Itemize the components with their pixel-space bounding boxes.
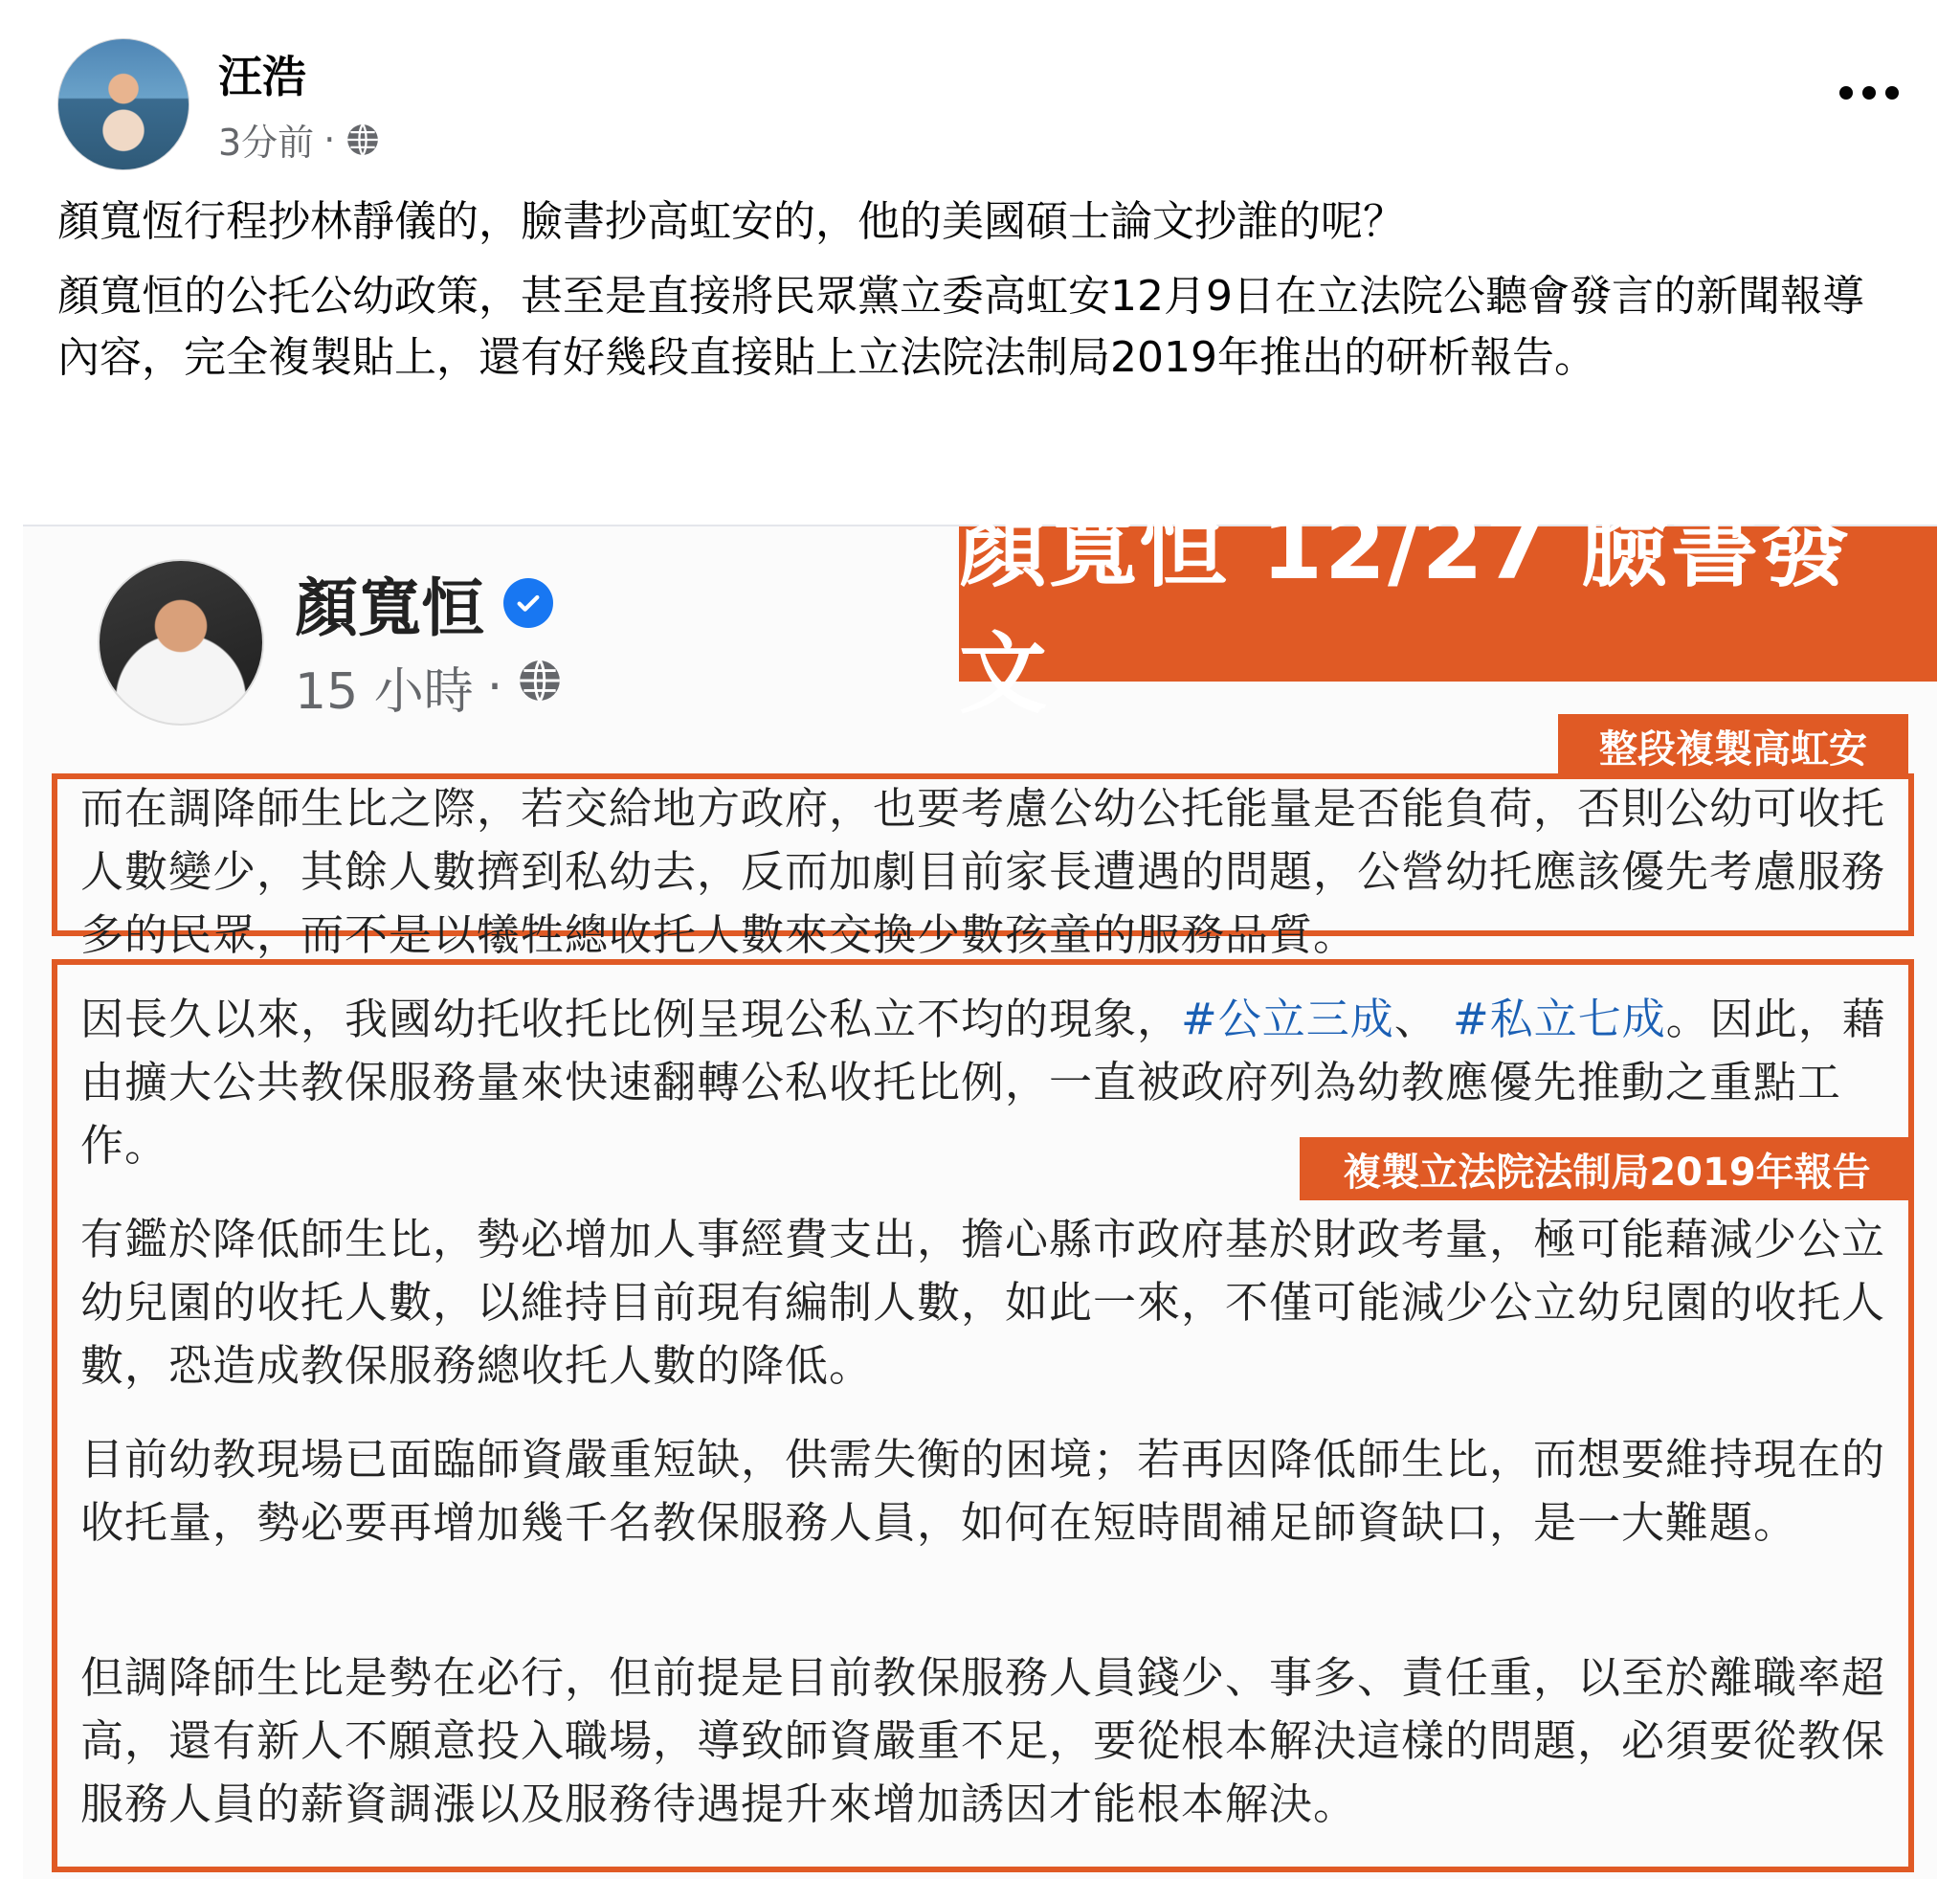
more-options-icon[interactable]: [1836, 80, 1903, 105]
hashtag-link-1[interactable]: #公立三成: [1181, 994, 1394, 1044]
shared-author-avatar: [98, 559, 264, 726]
shared-paragraph-2: [80, 988, 1899, 1177]
p2-text-b: 。因此，藉由擴大公共教保服務量來快速翻轉公私收托比例，一直被政府列為幼教應優先推動之重點工作。: [80, 994, 1886, 1171]
post-paragraph-1: 顏寬恆行程抄林靜儀的，臉書抄高虹安的，他的美國碩士論文抄誰的呢？: [57, 197, 1405, 246]
shared-meta-separator: ·: [486, 658, 503, 716]
author-avatar[interactable]: [57, 38, 189, 170]
verified-badge-icon: [503, 578, 553, 628]
p2-text-a: 因長久以來，我國幼托收托比例呈現公私立不均的現象，: [80, 994, 1182, 1044]
shared-paragraph-3: 有鑑於降低師生比，勢必增加人事經費支出，擔心縣市政府基於財政考量，極可能藉減少公立幼兒園的收托人數，以維持目前現有編制人數，如此一來，不僅可能減少公立幼兒園的收托人數，恐造成教保服務總收托人數的降低。: [80, 1214, 1886, 1391]
post-time[interactable]: 3分前: [218, 122, 315, 164]
shared-time: 15 小時: [295, 663, 474, 721]
shared-meta: [295, 651, 564, 723]
shared-author-name: 顏寬恒: [295, 571, 484, 645]
meta-separator: ·: [323, 118, 336, 161]
globe-icon: [345, 122, 381, 158]
banner-title: 顏寬恒 12/27 臉書發文: [959, 526, 1937, 682]
shared-paragraph-1: 而在調降師生比之際，若交給地方政府，也要考慮公幼公托能量是否能負荷，否則公幼可收托人數變少，其餘人數擠到私幼去，反而加劇目前家長遭遇的問題，公營幼托應該優先考慮服務多的民眾，而不是以犧牲總收托人數來交換少數孩童的服務品質。: [80, 783, 1886, 960]
post-body: [57, 191, 1904, 402]
post-header: [57, 38, 1903, 172]
shared-paragraph-4: 目前幼教現場已面臨師資嚴重短缺，供需失衡的困境；若再因降低師生比，而想要維持現在的收托量，勢必要再增加幾千名教保服務人員，如何在短時間補足師資缺口，是一大難題。: [80, 1434, 1886, 1548]
author-name[interactable]: 汪浩: [218, 51, 306, 102]
post-paragraph-2: 顏寬恒的公托公幼政策，甚至是直接將民眾黨立委高虹安12月9日在立法院公聽會發言的新聞報導內容，完全複製貼上，還有好幾段直接貼上立法院法制局2019年推出的研析報告。: [57, 272, 1864, 382]
annotation-tag-2: 複製立法院法制局2019年報告: [1300, 1137, 1914, 1200]
post-meta: [218, 113, 381, 166]
annotation-tag-1: 整段複製高虹安: [1558, 714, 1908, 777]
shared-paragraph-5: 但調降師生比是勢在必行，但前提是目前教保服務人員錢少、事多、責任重，以至於離職率超高，還有新人不願意投入職場，導致師資嚴重不足，要從根本解決這樣的問題，必須要從教保服務人員的薪資調漲以及服務待遇提升來增加誘因才能根本解決。: [80, 1652, 1886, 1829]
shared-screenshot[interactable]: [23, 497, 1937, 1879]
shared-author-row: [295, 557, 553, 648]
hashtag-link-2[interactable]: #私立七成: [1453, 994, 1666, 1044]
p2-separator: 、: [1393, 994, 1454, 1044]
shared-globe-icon: [516, 657, 564, 717]
